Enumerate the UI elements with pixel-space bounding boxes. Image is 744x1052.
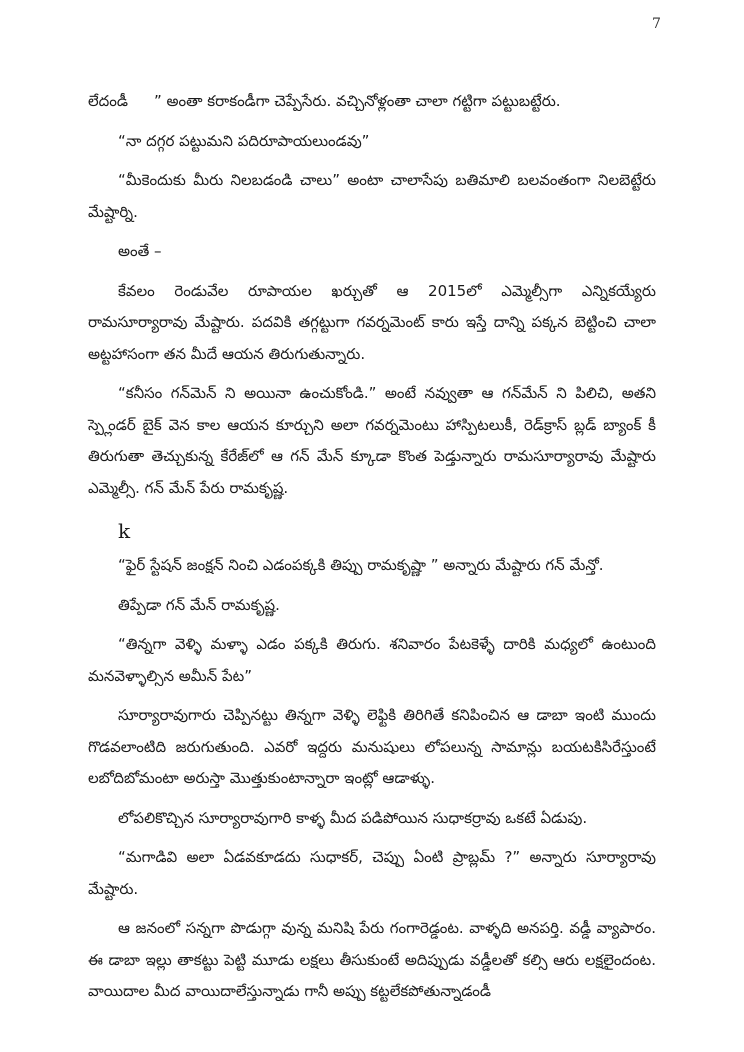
page-number: 7 — [652, 16, 661, 32]
paragraph: “తిన్నగా వెళ్ళి మళ్ళా ఎడం పక్కకి తిరుగు. శనివారం పేటకెళ్ళే దారికి మధ్యలో ఉంటుంది మనవెళ్ళాల్సిన అమీన్ పేట” — [88, 635, 656, 685]
body-text — [88, 86, 656, 1016]
paragraph: అంతే – — [118, 242, 162, 260]
paragraph — [88, 86, 656, 118]
opening-word: లేదండీ — [88, 92, 128, 110]
paragraph: “ఫైర్ స్టేషన్ జంక్షన్ నించి ఎడంపక్కకి తిప్పు రామకృష్ణా ” అన్నారు మేష్టారు గన్ మేన్తో. — [118, 556, 604, 574]
paragraph: తిప్పేడా గన్ మేన్ రామకృష్ణ. — [118, 595, 280, 614]
paragraph: “మగాడివి అలా ఏడవకూడదు సుధాకర్, చెప్పు ఏంటి ప్రాబ్లమ్ ?” అన్నారు సూర్యారావు మేష్టారు. — [88, 848, 656, 898]
paragraph: సూర్యారావుగారు చెప్పినట్టు తిన్నగా వెళ్ళి లెఫ్టికి తిరిగితే కనిపించిన ఆ డాబా ఇంటి ముందు గొడవలాంటిది జరుగుతుంది. ఎవరో ఇద్దరు మనుషులు లోపలున్న సామాన్లు బయటకిసిరేస్తుంటే లబోదిబోమంటా అరుస్తా మొత్తుకుంటాన్నారా ఇంట్లో ఆడాళ్ళు. — [88, 706, 656, 787]
paragraph: “నా దగ్గర పట్టుమని పదిరూపాయలుండవు” — [118, 131, 370, 150]
opening-rest: ” అంతా కరాకండీగా చెప్పేసేరు. వచ్చినోళ్లంతా చాలా గట్టిగా పట్టుబట్టేరు. — [153, 92, 561, 110]
paragraph: “కనీసం గన్‌మెన్ ని అయినా ఉంచుకోండి.” అంటే నవ్వుతా ఆ గన్‌మేన్ ని పిలిచి, అతని స్ప్లెండర్ బైక్ వెన కాల ఆయన కూర్చుని అలా గవర్నమెంటు హాస్పిటలుకీ, రెడ్‌క్రాస్ బ్లడ్ బ్యాంక్ కీ తిరుగుతా తెచ్చుకున్న కేరేజ్‌లో ఆ గన్ మేన్ క్కూడా కొంత పెడ్తున్నారు రామసూర్యారావు మేష్టారు ఎమ్మెల్సీ. గన్ మేన్ పేరు రామకృష్ణ. — [88, 384, 656, 497]
paragraph: “మీకెందుకు మీరు నిలబడండి చాలు” అంటా చాలాసేపు బతిమాలి బలవంతంగా నిలబెట్టేరు మేష్టార్ని. — [88, 171, 656, 221]
paragraph: కేవలం రెండువేల రూపాయల ఖర్చుతో ఆ 2015లో ఎమ్మెల్సీగా ఎన్నికయ్యేరు రామసూర్యారావు మేష్టారు. పదవికి తగ్గట్టుగా గవర్నమెంట్ కారు ఇస్తే దాన్ని పక్కన బెట్టించి చాలా అట్టహాసంగా తన మీదే ఆయన తిరుగుతున్నారు. — [88, 281, 656, 363]
paragraph: ఆ జనంలో సన్నగా పొడుగ్గా వున్న మనిషి పేరు గంగారెడ్డంట. వాళ్ళది అనపర్తి. వడ్డీ వ్యాపారం. ఈ డాబా ఇల్లు తాకట్టు పెట్టి మూడు లక్షలు తీసుకుంటే అదిప్పుడు వడ్డీలతో కల్సి ఆరు లక్షలైందంట. వాయిదాల మీద వాయిదాలేస్తున్నాడు గానీ అప్పు కట్టలేకపోతున్నాడండీ — [88, 919, 656, 1000]
paragraph: లోపలికొచ్చిన సూర్యారావుగారి కాళ్ళ మీద పడిపోయిన సుధాకర్రావు ఒకటే ఏడుపు. — [118, 808, 588, 827]
section-mark: k — [118, 519, 131, 543]
